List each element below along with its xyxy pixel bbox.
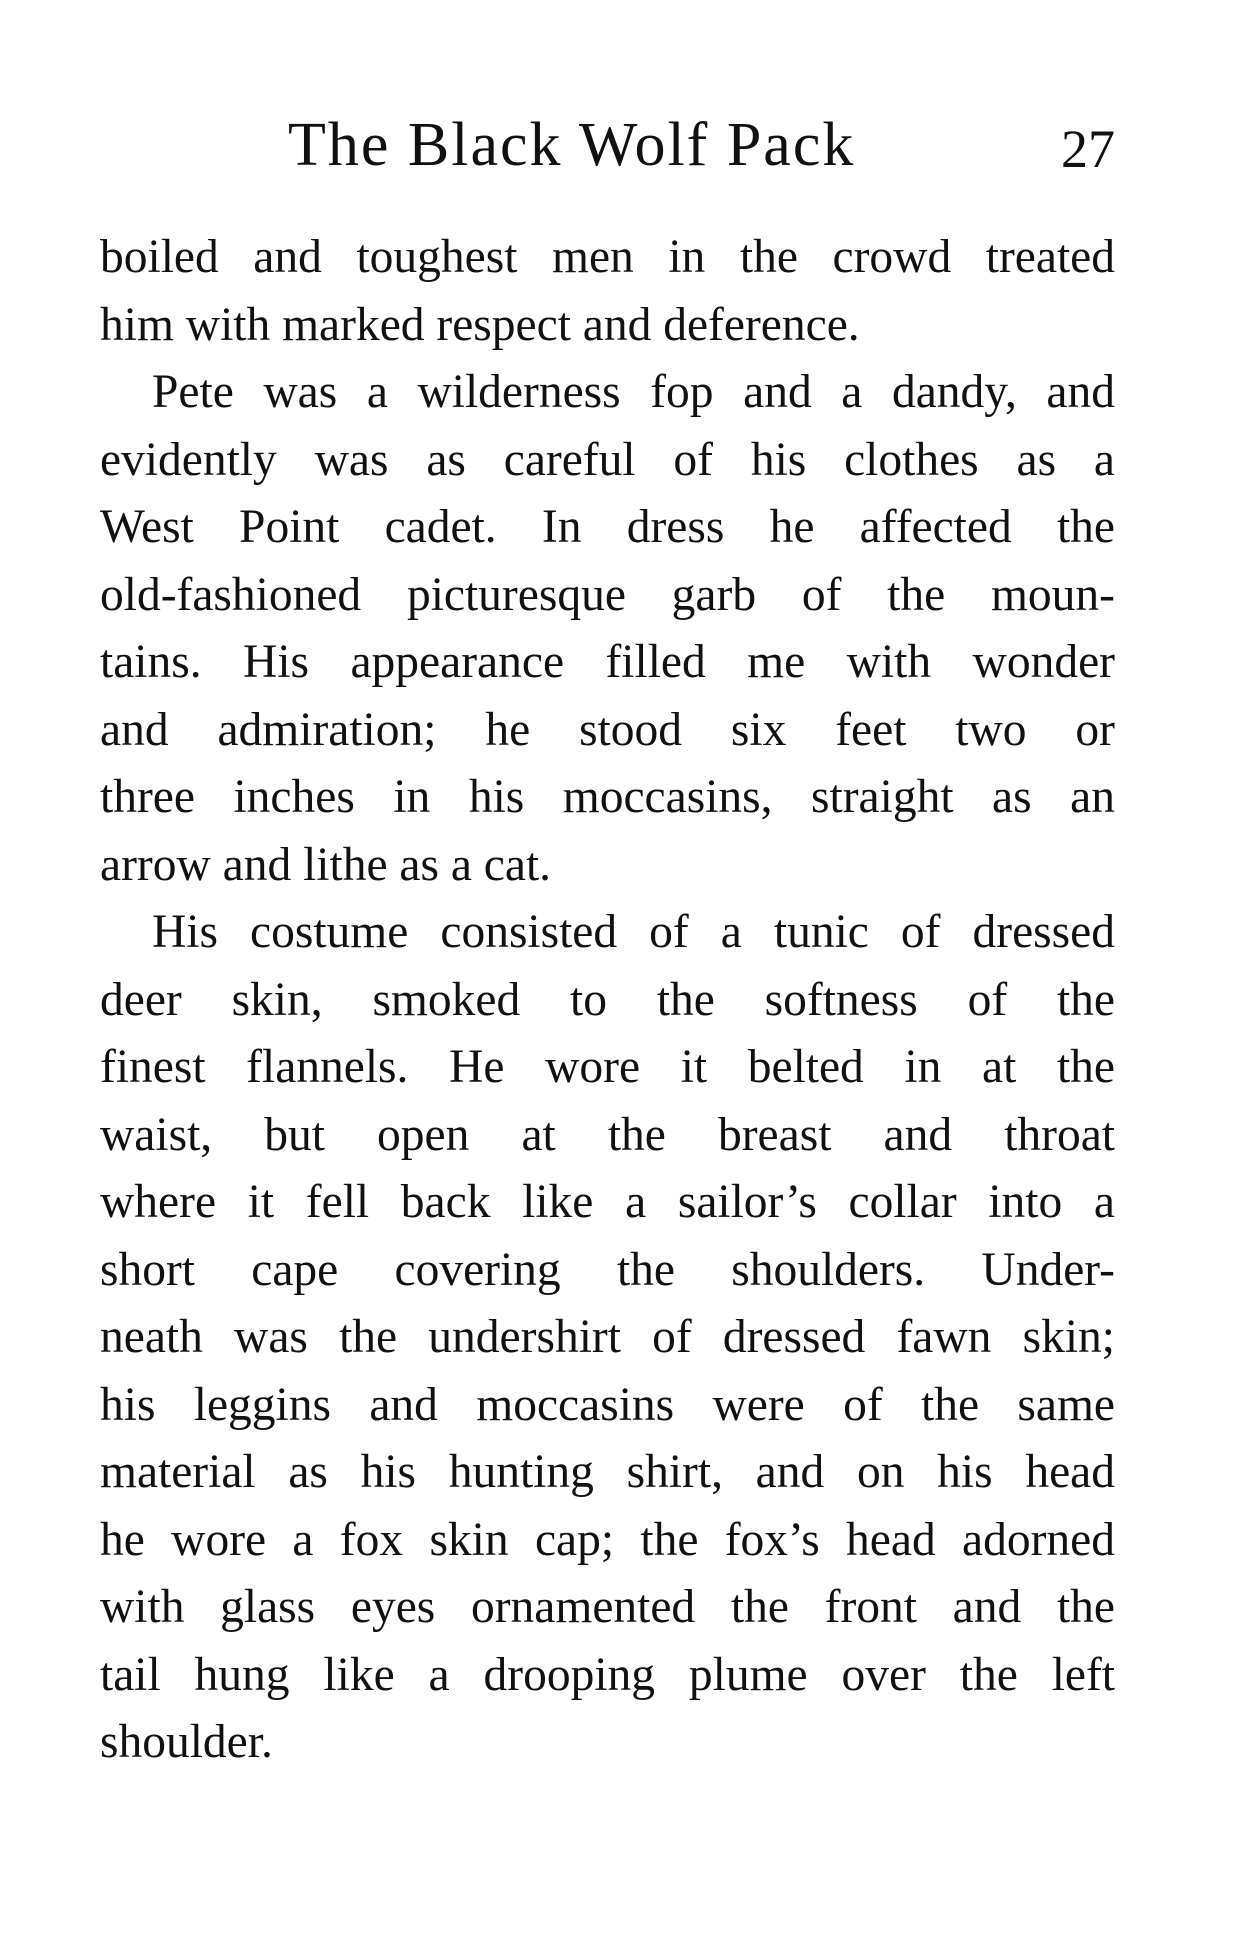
- text-line: with glass eyes ornamented the front and the: [100, 1581, 1115, 1633]
- text-line: short cape covering the shoulders. Under-: [100, 1243, 1115, 1296]
- text-line: West Point cadet. In dress he affected the: [100, 501, 1115, 553]
- text-line: waist, but open at the breast and throat: [100, 1108, 1115, 1161]
- text-line: evidently was as careful of his clothes as a: [100, 433, 1115, 486]
- text-line: finest flannels. He wore it belted in at the: [100, 1041, 1115, 1093]
- running-title: The Black Wolf Pack: [288, 111, 856, 179]
- text-line: he wore a fox skin cap; the fox’s head adorned: [100, 1513, 1115, 1566]
- text-line: arrow and lithe as a cat.: [100, 838, 552, 891]
- text-line: His costume consisted of a tunic of dressed: [152, 906, 1115, 958]
- text-line: tail hung like a drooping plume over the left: [100, 1648, 1115, 1701]
- text-line: material as his hunting shirt, and on his head: [100, 1446, 1115, 1498]
- text-line: three inches in his moccasins, straight as an: [100, 771, 1115, 823]
- text-line: shoulder.: [100, 1716, 273, 1768]
- text-line: and admiration; he stood six feet two or: [100, 703, 1115, 756]
- text-line: boiled and toughest men in the crowd treated: [100, 231, 1115, 283]
- text-line: tains. His appearance filled me with wonder: [100, 636, 1115, 688]
- text-line: him with marked respect and deference.: [100, 298, 860, 351]
- text-line: Pete was a wilderness fop and a dandy, and: [152, 366, 1115, 418]
- text-line: deer skin, smoked to the softness of the: [100, 973, 1115, 1026]
- text-line: neath was the undershirt of dressed fawn skin;: [100, 1311, 1115, 1363]
- running-head: [100, 110, 1115, 190]
- body-text: [100, 224, 1115, 1777]
- text-line: where it fell back like a sailor’s collar into a: [100, 1176, 1115, 1228]
- text-line: old-fashioned picturesque garb of the moun-: [100, 568, 1115, 621]
- text-line: his leggins and moccasins were of the same: [100, 1378, 1115, 1431]
- page-number: 27: [1061, 119, 1115, 179]
